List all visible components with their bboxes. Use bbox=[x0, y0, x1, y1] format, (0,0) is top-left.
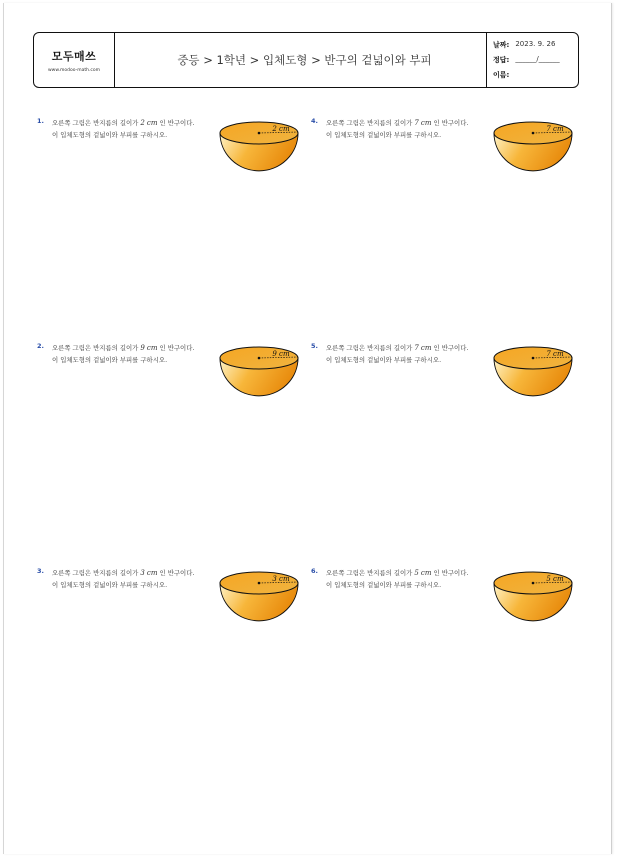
problem-radius: 7 bbox=[414, 119, 419, 127]
problem-1 bbox=[37, 117, 307, 187]
center-point bbox=[258, 582, 261, 585]
name-row bbox=[493, 70, 578, 80]
problem-radius: 9 bbox=[140, 344, 145, 352]
problem-text-post: 인 반구이다. 이 입체도형의 겉넓이와 부피를 구하시오. bbox=[326, 569, 469, 589]
logo bbox=[34, 33, 115, 87]
worksheet-header bbox=[33, 32, 579, 88]
problem-text-pre: 오른쪽 그림은 반지름의 길이가 bbox=[52, 569, 141, 577]
problem-text-post: 인 반구이다. 이 입체도형의 겉넓이와 부피를 구하시오. bbox=[326, 119, 469, 139]
problem-text-post: 인 반구이다. 이 입체도형의 겉넓이와 부피를 구하시오. bbox=[52, 119, 195, 139]
problem-radius: 2 bbox=[140, 119, 145, 127]
problem-text bbox=[52, 342, 202, 366]
problem-text-post: 인 반구이다. 이 입체도형의 겉넓이와 부피를 구하시오. bbox=[326, 344, 469, 364]
radius-label: 2 cm bbox=[272, 125, 290, 133]
problem-number: 1. bbox=[37, 117, 44, 125]
problem-unit: cm bbox=[146, 344, 158, 352]
problem-text-pre: 오른쪽 그림은 반지름의 길이가 bbox=[326, 569, 415, 577]
problem-text bbox=[52, 117, 202, 141]
hemisphere-figure bbox=[218, 345, 300, 405]
logo-name: 모두매쓰 bbox=[51, 49, 97, 63]
problem-text-post: 인 반구이다. 이 입체도형의 겉넓이와 부피를 구하시오. bbox=[52, 344, 195, 364]
hemisphere-figure bbox=[218, 570, 300, 630]
date-row bbox=[493, 40, 578, 50]
center-point bbox=[532, 582, 535, 585]
problem-text bbox=[52, 567, 202, 591]
date-label: 날짜: bbox=[493, 41, 510, 49]
logo-url: www.modoo-math.com bbox=[47, 67, 101, 73]
radius-label: 7 cm bbox=[546, 350, 564, 358]
problem-number: 6. bbox=[311, 567, 318, 575]
problem-radius: 5 bbox=[414, 569, 419, 577]
problem-number: 2. bbox=[37, 342, 44, 350]
problem-unit: cm bbox=[420, 569, 432, 577]
hemisphere-figure bbox=[492, 345, 574, 405]
problem-text bbox=[326, 342, 476, 366]
problem-3 bbox=[37, 567, 307, 637]
radius-label: 3 cm bbox=[272, 575, 290, 583]
problem-text bbox=[326, 117, 476, 141]
center-point bbox=[258, 132, 261, 135]
center-point bbox=[258, 357, 261, 360]
page-title: 중등 > 1학년 > 입체도형 > 반구의 겉넓이와 부피 bbox=[177, 53, 432, 67]
hemisphere-figure bbox=[492, 570, 574, 630]
hemisphere-figure bbox=[218, 120, 300, 180]
meta-box bbox=[486, 33, 578, 87]
problem-unit: cm bbox=[420, 119, 432, 127]
center-point bbox=[532, 132, 535, 135]
problem-number: 4. bbox=[311, 117, 318, 125]
problem-number: 3. bbox=[37, 567, 44, 575]
problem-radius: 7 bbox=[414, 344, 419, 352]
radius-label: 5 cm bbox=[546, 575, 564, 583]
date-value: 2023. 9. 26 bbox=[515, 40, 556, 48]
problem-text-pre: 오른쪽 그림은 반지름의 길이가 bbox=[52, 119, 141, 127]
problem-6 bbox=[311, 567, 581, 637]
problem-4 bbox=[311, 117, 581, 187]
problem-5 bbox=[311, 342, 581, 412]
problem-text bbox=[326, 567, 476, 591]
radius-label: 9 cm bbox=[272, 350, 290, 358]
problem-text-pre: 오른쪽 그림은 반지름의 길이가 bbox=[326, 344, 415, 352]
answer-row bbox=[493, 55, 578, 65]
problem-2 bbox=[37, 342, 307, 412]
problem-number: 5. bbox=[311, 342, 318, 350]
center-point bbox=[532, 357, 535, 360]
name-label: 이름: bbox=[493, 71, 510, 79]
problem-unit: cm bbox=[146, 569, 158, 577]
radius-label: 7 cm bbox=[546, 125, 564, 133]
hemisphere-figure bbox=[492, 120, 574, 180]
problem-unit: cm bbox=[146, 119, 158, 127]
answer-blank[interactable]: ______/______ bbox=[515, 55, 560, 63]
problem-unit: cm bbox=[420, 344, 432, 352]
problem-text-post: 인 반구이다. 이 입체도형의 겉넓이와 부피를 구하시오. bbox=[52, 569, 195, 589]
problem-text-pre: 오른쪽 그림은 반지름의 길이가 bbox=[52, 344, 141, 352]
problem-text-pre: 오른쪽 그림은 반지름의 길이가 bbox=[326, 119, 415, 127]
answer-label: 정답: bbox=[493, 56, 510, 64]
problem-radius: 3 bbox=[140, 569, 145, 577]
